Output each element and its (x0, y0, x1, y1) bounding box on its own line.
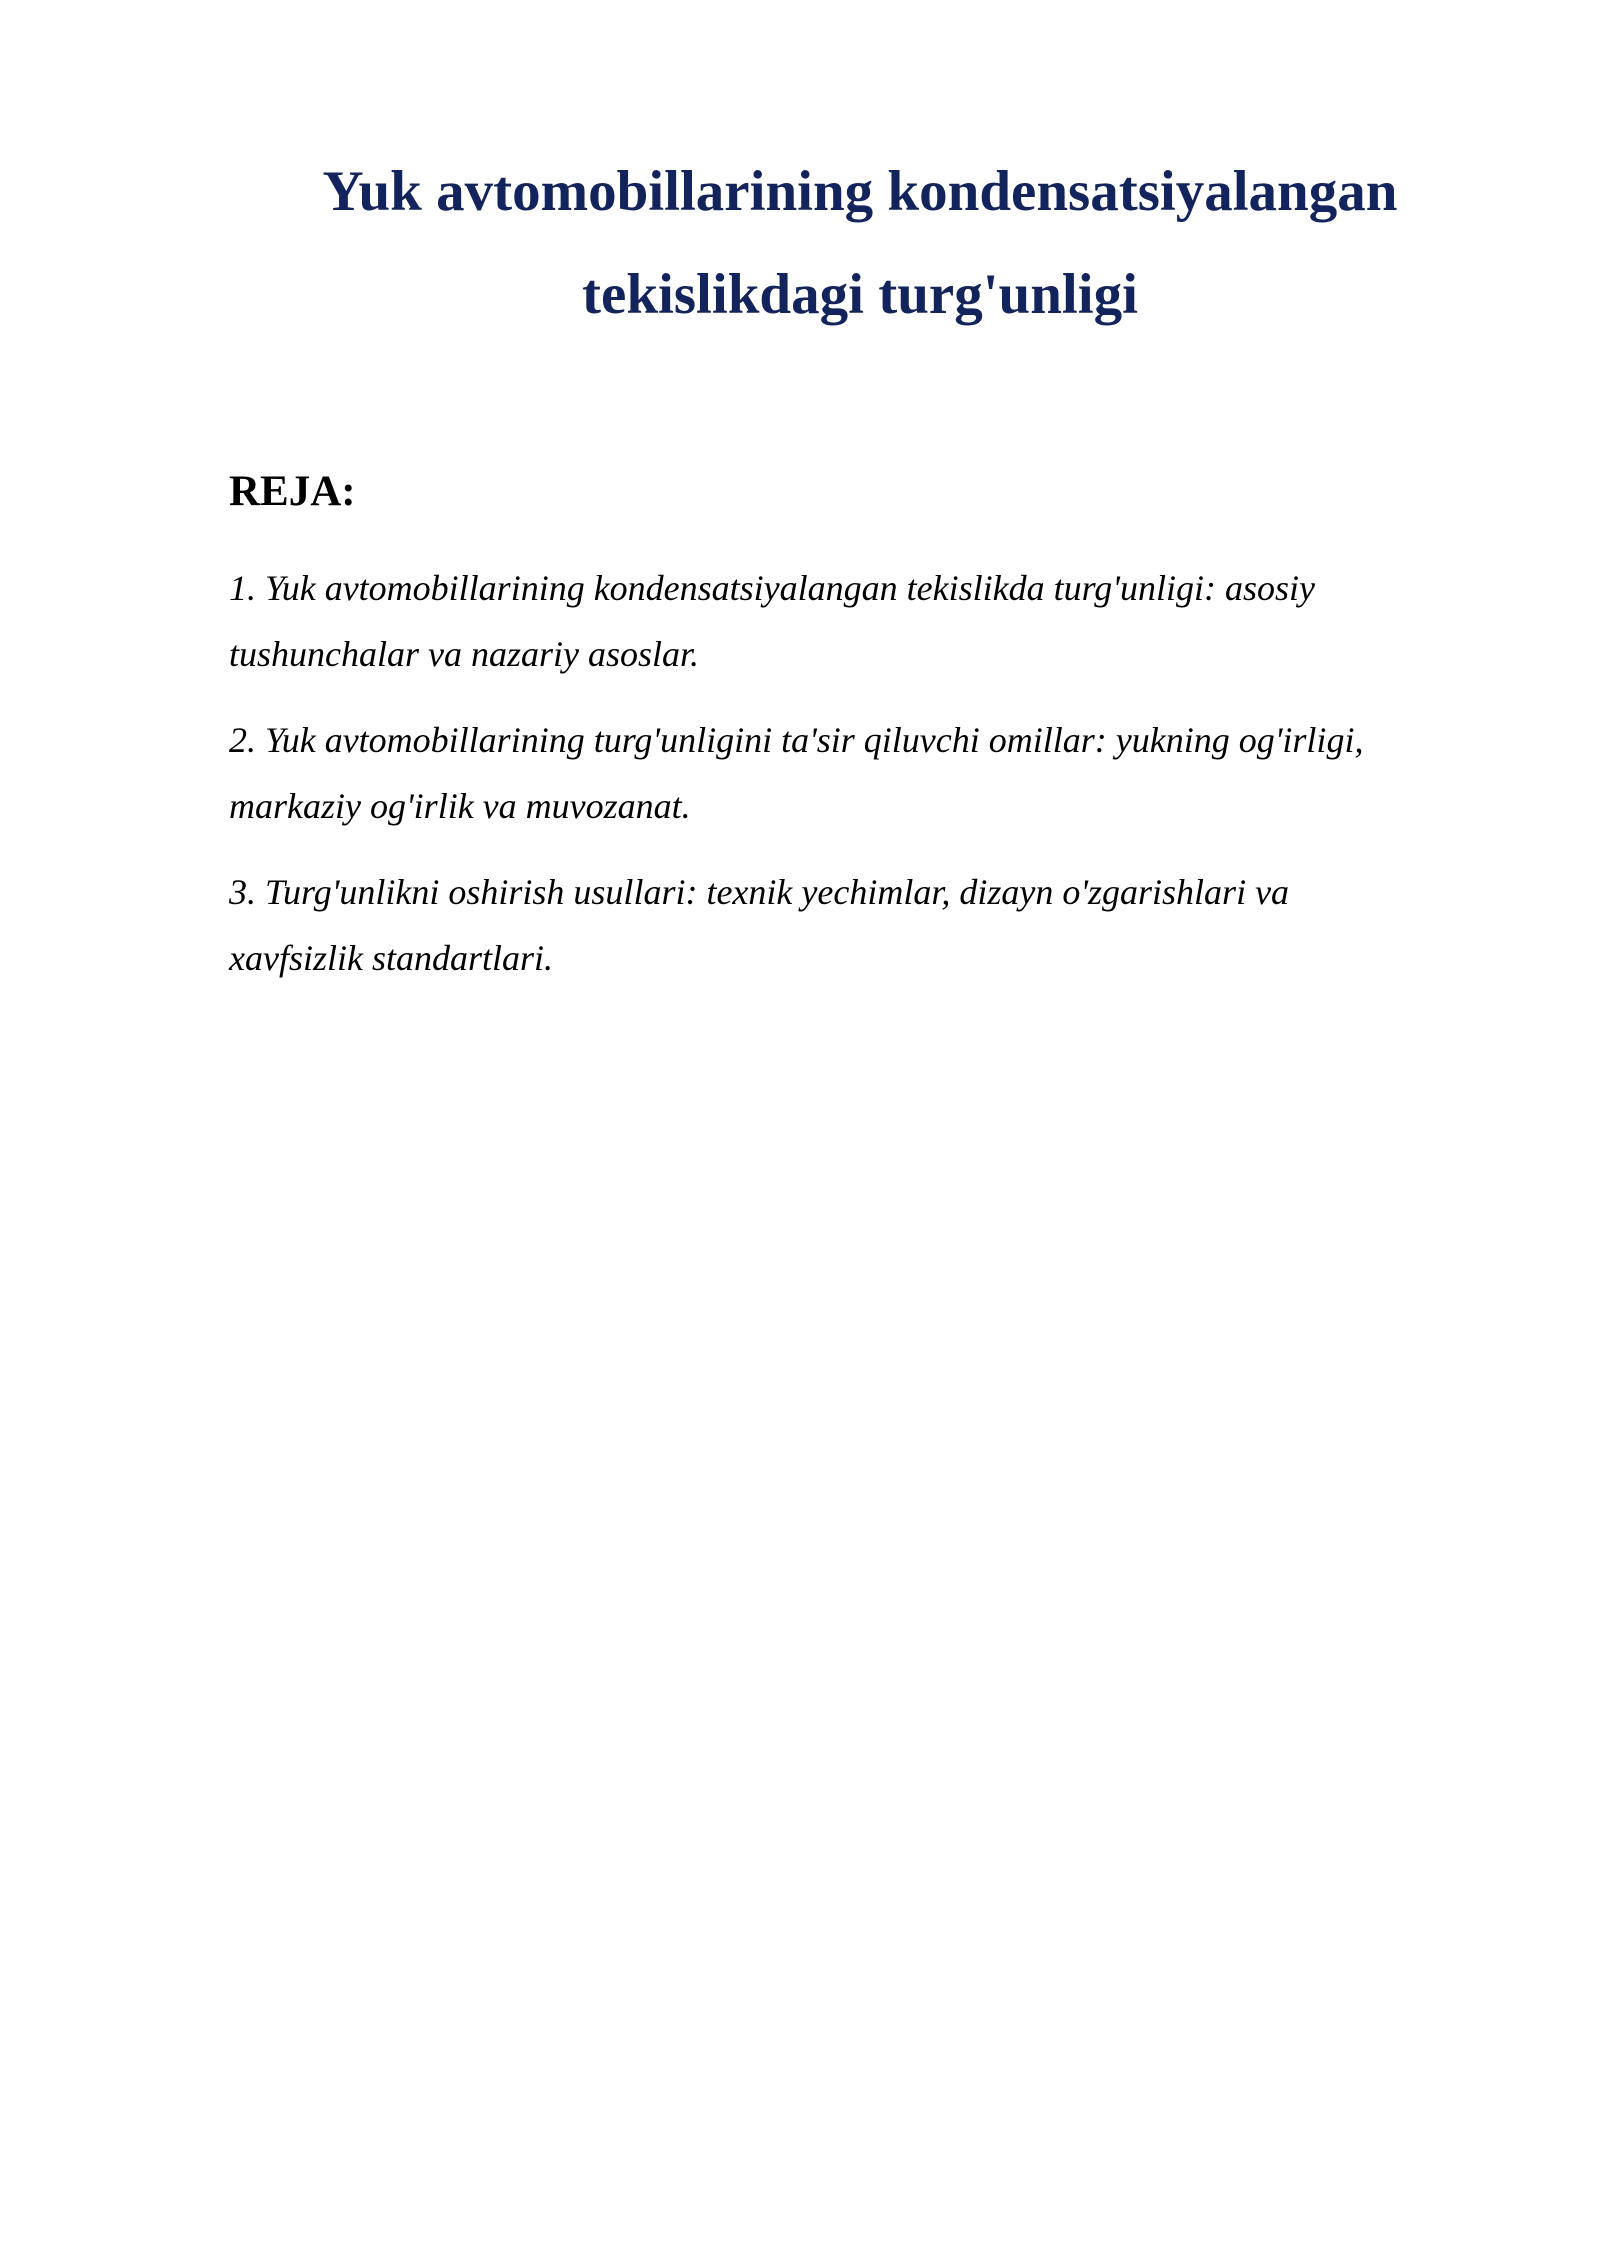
plan-item-1: 1. Yuk avtomobillarining kondensatsiyalangan tekislikda turg'unligi: asosiy tushunchalar va nazariy asoslar. (229, 568, 1315, 674)
plan-item-3: 3. Turg'unlikni oshirish usullari: texnik yechimlar, dizayn o'zgarishlari va xavfsizlik standartlari. (229, 872, 1290, 978)
document-title: Yuk avtomobillarining kondensatsiyalangan tekislikdagi turg'unligi (322, 160, 1398, 326)
plan-list (229, 555, 1429, 1011)
plan-heading: REJA: (229, 468, 356, 515)
plan-item-2: 2. Yuk avtomobillarining turg'unligini ta'sir qiluvchi omillar: yukning og'irligi, markaziy og'irlik va muvozanat. (229, 720, 1364, 826)
